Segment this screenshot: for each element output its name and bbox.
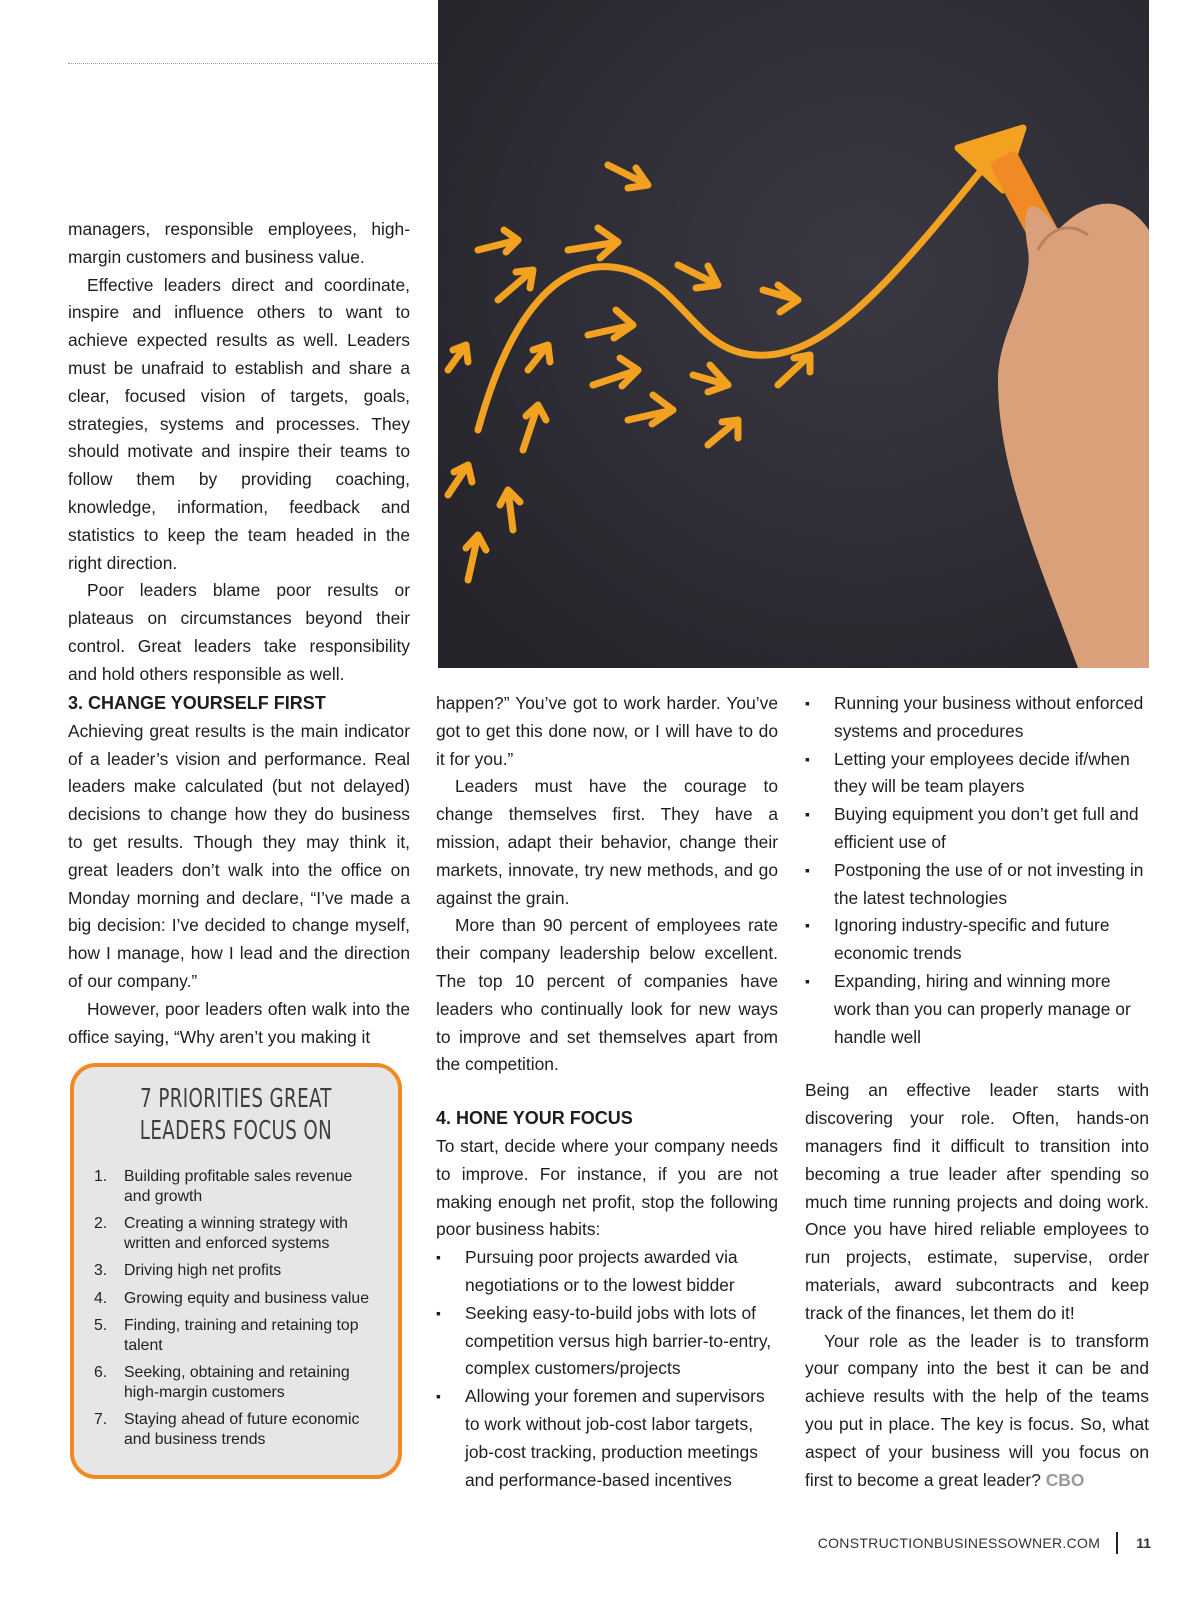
paragraph-managers: managers, responsible employees, high-margin customers and business value. [68,219,410,267]
column-3 [805,690,1149,1494]
list-item [92,1261,380,1281]
list-item: ▪ Postponing the use of or not investing in the latest technologies [805,857,1149,913]
list-item [92,1167,380,1206]
list-item [92,1289,380,1309]
paragraph-courage: Leaders must have the courage to change themselves first. They have a mission, adapt their behavior, change their markets, innovate, try new methods, and go against the grain. [436,776,778,908]
list-text: Staying ahead of future economic and business trends [124,1411,360,1448]
poor-habits-list [436,1244,778,1494]
list-item [92,1316,380,1355]
list-number: 6. [94,1364,108,1381]
list-item: ▪ Letting your employees decide if/when they will be team players [805,746,1149,802]
list-number: 1. [94,1168,108,1185]
list-item: ▪ Allowing your foremen and supervisors to work without job-cost labor targets, job-cost tracking, production meetings and performance-based incentives [436,1383,778,1494]
paragraph-poor-leaders: Poor leaders blame poor results or plateaus on circumstances beyond their control. Great leaders take responsibility and hold others responsible as well. [68,580,410,684]
list-item: ▪ Ignoring industry-specific and future economic trends [805,912,1149,968]
list-number: 4. [94,1289,108,1307]
list-text: Growing equity and business value [124,1289,369,1307]
page-footer [818,1532,1151,1554]
priorities-sidebar [70,1063,402,1479]
section-heading-4: 4. HONE YOUR FOCUS [436,1108,633,1129]
chalk-arrow-photo [438,0,1149,668]
list-number: 2. [94,1215,108,1232]
paragraph-achieving: Achieving great results is the main indicator of a leader’s vision and performance. Real leaders make calculated (but not delayed) decisions to change how they do business to get results. Though they may think it, great leaders don’t walk into the office on Monday morning and declare, “I’ve made a big decision: I’ve decided to change myself, how I manage, how I lead and the direction of our company.” [68,720,410,991]
top-dotted-rule [68,63,440,64]
section-heading-3: 3. CHANGE YOURSELF FIRST [68,693,326,713]
list-number: 3. [94,1262,108,1279]
poor-habits-list-continued [805,690,1149,1051]
chalkboard-illustration [438,0,1149,668]
sidebar-title-line1: 7 PRIORITIES GREAT [140,1084,332,1114]
paragraph-being-effective: Being an effective leader starts with discovering your role. Often, hands-on managers find it difficult to transition into becoming a true leader after spending so much time running projects and doing work. Once you have hired reliable employees to run projects, estimate, supervise, order materials, award subcontracts and keep track of the finances, let them do it! [805,1080,1149,1323]
column-1-top [68,216,410,689]
list-item [92,1363,380,1402]
your-role-text: Your role as the leader is to transform your company into the best it can be and achieve results with the help of the teams you put in place. The key is focus. So, what aspect of your business will you focus on first to become a great leader? [805,1330,1149,1490]
paragraph-effective-leaders: Effective leaders direct and coordinate, inspire and influence others to want to achieve expected results as well. Leaders must be unafraid to establish and share a clear, focused vision of targets, goals, strategies, systems and processes. They should motivate and inspire their teams to follow them by providing coaching, knowledge, information, feedback and statistics to keep the team headed in the right direction. [68,274,410,573]
cbo-end-mark: CBO [1045,1469,1085,1490]
list-item: ▪ Running your business without enforced systems and procedures [805,690,1149,746]
paragraph-happen: happen?” You’ve got to work harder. You’ve got to get this done now, or I will have to do it for you.” [436,693,778,769]
footer-site: CONSTRUCTIONBUSINESSOWNER.COM [817,1535,1101,1551]
list-item [92,1410,380,1449]
list-number: 5. [94,1317,108,1334]
priorities-list [92,1167,380,1449]
list-text: Creating a winning strategy with written and enforced systems [124,1215,348,1252]
sidebar-title-line2: LEADERS FOCUS ON [139,1116,333,1146]
list-text: Finding, training and retaining top talent [124,1317,359,1354]
list-item: ▪ Buying equipment you don’t get full and efficient use of [805,801,1149,857]
paragraph-90-percent: More than 90 percent of employees rate their company leadership below excellent. The top 10 percent of companies have leaders who continually look for new ways to improve and set themselves apart from the competition. [436,915,778,1075]
list-item: ▪ Expanding, hiring and winning more work than you can properly manage or handle well [805,968,1149,1051]
list-number: 7. [94,1411,108,1428]
paragraph-however: However, poor leaders often walk into the office saying, “Why aren’t you making it [68,998,410,1047]
list-text: Building profitable sales revenue and growth [124,1168,353,1205]
page-number: 11 [1136,1535,1151,1551]
list-text: Driving high net profits [124,1262,282,1279]
sidebar-title [124,1083,349,1147]
column-2 [436,690,778,1494]
paragraph-your-role [805,1328,1149,1495]
paragraph-to-start: To start, decide where your company needs to improve. For instance, if you are not making enough net profit, stop the following poor business habits: [436,1135,778,1240]
footer-divider [1116,1532,1118,1554]
list-item: ▪ Pursuing poor projects awarded via negotiations or to the lowest bidder [436,1244,778,1300]
list-item [92,1214,380,1253]
list-text: Seeking, obtaining and retaining high-margin customers [124,1364,350,1401]
list-item: ▪ Seeking easy-to-build jobs with lots of competition versus high barrier-to-entry, complex customers/projects [436,1300,778,1383]
column-1-bottom [68,690,410,1051]
